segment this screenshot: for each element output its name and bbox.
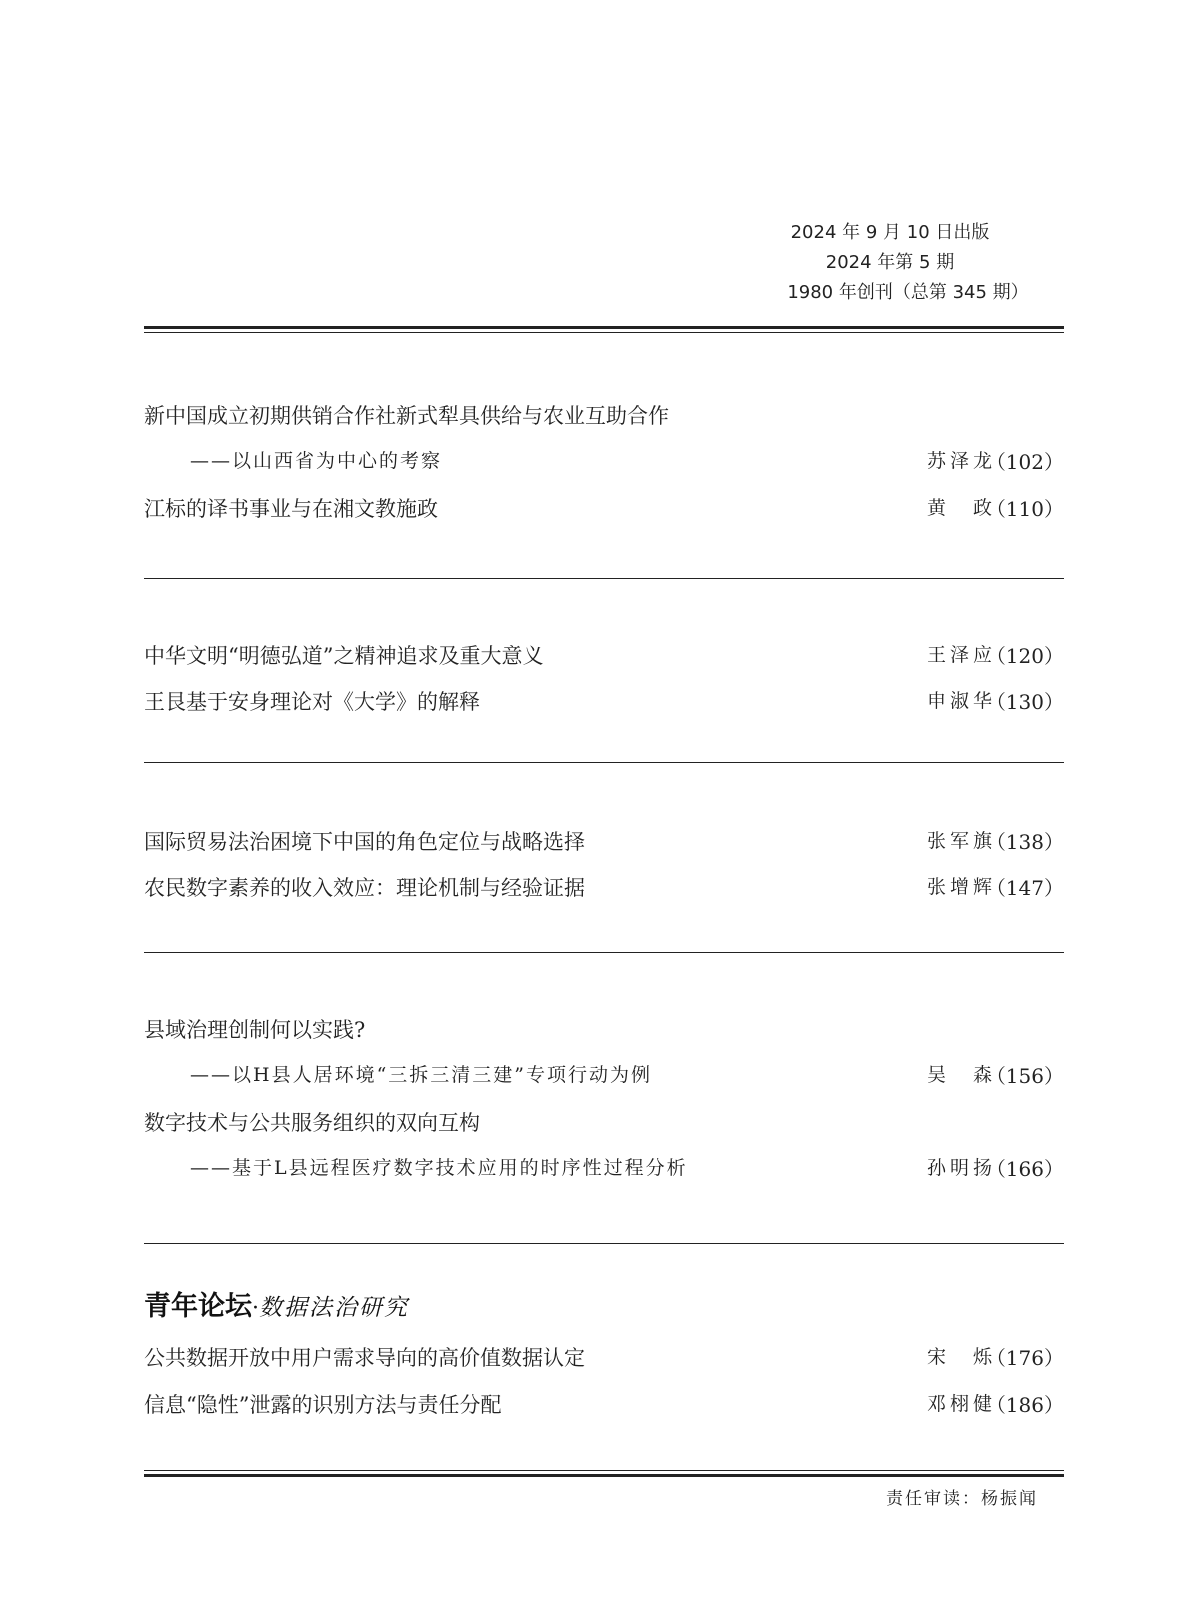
- article-title[interactable]: 江标的译书事业与在湘文教施政: [144, 497, 438, 521]
- article-author: 黄 政: [926, 497, 996, 519]
- article-title-row[interactable]: [144, 826, 1064, 856]
- article-title[interactable]: 新中国成立初期供销合作社新式犁具供给与农业互助合作: [144, 404, 669, 428]
- header-rule-top: [144, 326, 1064, 329]
- article-author: 张增辉: [926, 876, 996, 898]
- article-page: （166）: [985, 1157, 1064, 1181]
- header-rule-bottom: [144, 332, 1064, 333]
- article-title[interactable]: 中华文明“明德弘道”之精神追求及重大意义: [144, 644, 544, 668]
- article-title[interactable]: 国际贸易法治困境下中国的角色定位与战略选择: [144, 830, 585, 854]
- article-page: （156）: [985, 1064, 1064, 1088]
- article-title-row[interactable]: [144, 1107, 1064, 1137]
- article-page: （176）: [985, 1346, 1064, 1370]
- article-author: 宋 烁: [926, 1346, 996, 1368]
- publish-date: 2024 年 9 月 10 日出版: [790, 222, 990, 243]
- article-page: （110）: [985, 497, 1064, 521]
- article-title[interactable]: 县域治理创制何以实践?: [144, 1018, 366, 1042]
- article-subtitle-row: [144, 446, 1064, 476]
- article-page: （120）: [985, 644, 1064, 668]
- section-heading-dot: ·: [252, 1296, 259, 1321]
- article-title-row[interactable]: [144, 493, 1064, 523]
- article-author: 苏泽龙: [926, 450, 996, 472]
- article-title-row[interactable]: [144, 1342, 1064, 1372]
- article-page: （147）: [985, 876, 1064, 900]
- article-subtitle: ——以山西省为中心的考察: [190, 450, 443, 472]
- footer-rule-bottom: [144, 1474, 1064, 1477]
- article-author: 申淑华: [926, 690, 996, 712]
- article-page: （102）: [985, 450, 1064, 474]
- footer-rule-top: [144, 1470, 1064, 1471]
- article-title[interactable]: 数字技术与公共服务组织的双向互构: [144, 1111, 480, 1135]
- article-title-row[interactable]: [144, 686, 1064, 716]
- article-author: 吴 森: [926, 1064, 996, 1086]
- responsible-editor: 责任审读：杨振闻: [886, 1489, 1038, 1509]
- section-divider: [144, 1243, 1064, 1244]
- article-title-row[interactable]: [144, 400, 1064, 430]
- article-title[interactable]: 农民数字素养的收入效应：理论机制与经验证据: [144, 876, 585, 900]
- article-author: 张军旗: [926, 830, 996, 852]
- issue-number: 2024 年第 5 期: [825, 252, 955, 273]
- section-divider: [144, 952, 1064, 953]
- founded-info: 1980 年创刊（总第 345 期）: [787, 282, 1029, 303]
- section-divider: [144, 762, 1064, 763]
- section-heading-sub: 数据法治研究: [259, 1295, 409, 1321]
- section-heading: [144, 1284, 409, 1323]
- article-page: （130）: [985, 690, 1064, 714]
- article-title-row[interactable]: [144, 1014, 1064, 1044]
- article-title-row[interactable]: [144, 872, 1064, 902]
- section-heading-main: 青年论坛: [144, 1291, 252, 1322]
- article-title-row[interactable]: [144, 640, 1064, 670]
- article-subtitle: ——以H县人居环境“三拆三清三建”专项行动为例: [190, 1064, 652, 1086]
- article-author: 孙明扬: [926, 1157, 996, 1179]
- article-subtitle: ——基于L县远程医疗数字技术应用的时序性过程分析: [190, 1157, 688, 1179]
- article-subtitle-row: [144, 1153, 1064, 1183]
- article-title[interactable]: 信息“隐性”泄露的识别方法与责任分配: [144, 1393, 502, 1417]
- article-author: 王泽应: [926, 644, 996, 666]
- article-page: （138）: [985, 830, 1064, 854]
- article-subtitle-row: [144, 1060, 1064, 1090]
- section-divider: [144, 578, 1064, 579]
- article-author: 邓栩健: [926, 1393, 996, 1415]
- article-title[interactable]: 王艮基于安身理论对《大学》的解释: [144, 690, 480, 714]
- article-title-row[interactable]: [144, 1389, 1064, 1419]
- article-title[interactable]: 公共数据开放中用户需求导向的高价值数据认定: [144, 1346, 585, 1370]
- article-page: （186）: [985, 1393, 1064, 1417]
